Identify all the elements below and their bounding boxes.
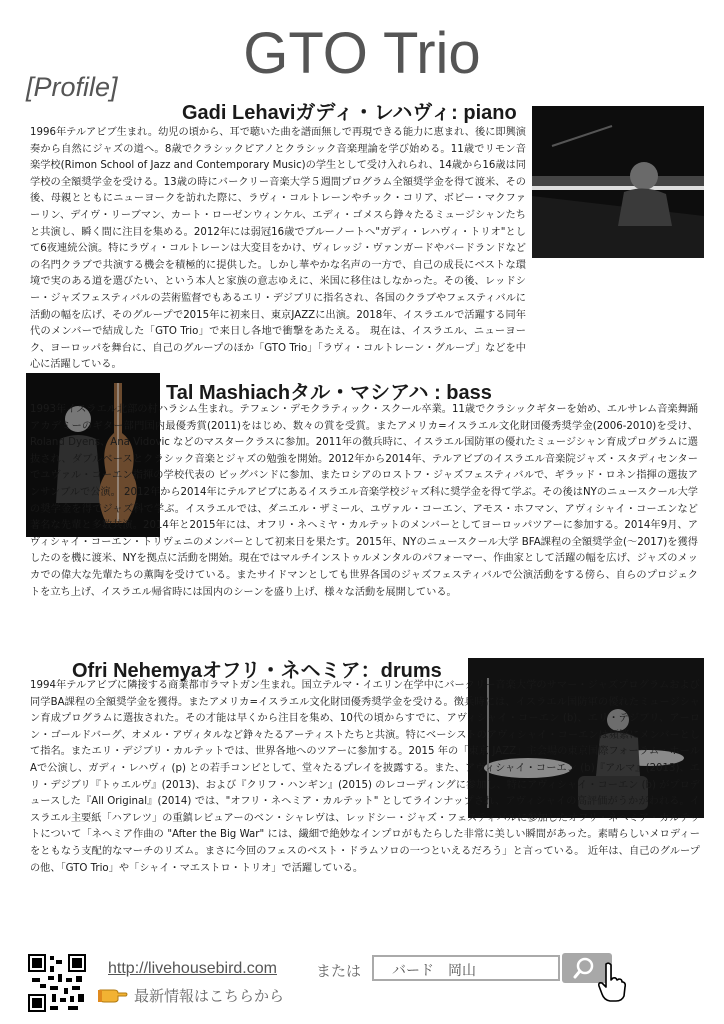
member-heading-tal: Tal Mashiachタル・マシアハ : bass (166, 382, 492, 404)
latest-info-label: 最新情報はこちらから (134, 987, 285, 1005)
profile-tag: [Profile] (26, 72, 118, 102)
or-label: または (316, 962, 362, 980)
qr-code-icon[interactable] (28, 954, 86, 1012)
website-link[interactable]: http://livehousebird.com (108, 960, 277, 977)
member-heading-gadi: Gadi Lehaviガディ・レハヴィ: piano (182, 102, 517, 124)
member-bio-tal: 1993年イスラエル北部の村ハラシム生まれ。テフェン・デモクラティック・スクール卒業。11歳でクラシックギターを始め、エルサレム音楽舞踊アカデミーのギター部門国内最優秀賞(2011)をはじめ、数々の賞を受賞。またアメリカ=イスラエル文化財団優秀奨学金(2006-2010)を受け、Roland Dyens、Ana Vidovic などのマスタークラスに参加。2011年の徴兵時に、イスラエル国防軍の優れたミュージシャン育成プログラムに選抜され、ダブルベースとクラシック音楽とジャズの勉強を開始。2012年から2014年、テルアビブのイスラエル音楽院ジャズ・スタディセンターでユヴァル・コーエン指揮の学校代表の ビッグバンドに参加、またロシアのロストフ・ジャズフェスティバルで、ギラッド・ロネン指揮の選抜アンサンブルで公演。 2012年から2014年にテルアビブにあるイスラエル音楽学校ジャズ科に奨学金を得て学ぶ。その後はNYのニュースクール大学の奨学金を得てジャズ科で学ぶ。イスラエルでは、ダニエル・ザミール、ユヴァル・コーエン、アモス・ホフマン、アヴィシャイ・コーエンなど著名な先輩と多数共演。2014年と2015年には、オフリ・ネヘミヤ・カルテットのメンバーとしてヨーロッパツアーに参加する。2014年9月、アヴィシャイ・コーエン・トリヴェニのメンバーとして初来日を果たす。2015年、NYのニュースクール大学 BFA課程の全額奨学金(〜2017)を獲得したのを機に渡米、NYを拠点に活動を開始。現在ではマルチインストゥルメンタルのパフォーマー、作曲家として活躍の幅を広げ、ジャズのメッカでの偉大な先輩たちの薫陶を受けている。またサイドマンとしても世界各国のジャズフェスティバルで公演活動をする傍ら、自らのプロジェクトを立ち上げ、イスラエル帰省時には国内のシーンを盛り上げ、様々な活動を展開している。 (30, 404, 698, 598)
member-bio-ofri: 1994年テルアビブに隣接する商業都市ラマトガン生まれ。国立テルマ・イエリン在学中にバークリー音楽大学のサマー・ジャズプログラムおよび同学BA課程の全額奨学金を獲得。またアメリカ=イスラエル文化財団優秀奨学金を受ける。徴兵時には、イスラエル国防軍の優れたミュージシャン育成プログラムに選抜された。その才能は早くから注目を集め、10代の頃からすでに、アヴィシャイ・コーエン (b)、エリ・デジブリ、アーロン・ゴールドバーグ、オメル・アヴィタルなど錚々たるアーティストたちと共演。特にベーシストのアヴィシャイ・コーエンは頻繁にメンバーとして指名。またエリ・デジブリ・カルテットでは、世界各地へのツアーに参加する。2015 年の「東京 JAZZ」主会場の東京国際フォーラム・ホールAで公演し、ガディ・レハヴィ (p) との若手コンビとして、堂々たるプレイを披露する。また、アヴィシャイ・コーエン (b)『アルマ』(2013)、エリ・デジブリ『トゥエルヴ』(2013)、および『クリフ・ハンギン』(2015) のレコーディングに参加し、特にアヴィシャイ・コーエン (b) がプロデュースした『All Original』(2014) では、"オフリ・ネヘミア・カルテット" としてラインナップされ、アヴィシャイの高評価がうかがわれる。イスラエル主要紙「ハアレツ」の重鎮レビュアーのベン・シャレヴは、レッドシー・ジャズ・フェスティバルに参加したオフリ・ネヘミア・カルテットについて「ネヘミア作曲の "After the Big War" には、繊細で絶妙なインプロがもたらした非常に美しい瞬間があった。素晴らしいメロディーをともなう支配的なマーチのリズム。まさに今回のフェスのベスト・ドラムソロの一つといえるだろう」と言っている。 近年は、自己のグループの他、「GTO Trio」や「シャイ・マエストロ・トリオ」で活躍している。 (30, 680, 700, 874)
search-input[interactable]: バード 岡山 (372, 955, 560, 981)
page-title: GTO Trio (243, 21, 481, 86)
member-heading-ofri: Ofri Nehemyaオフリ・ネヘミア：drums (72, 660, 442, 682)
member-bio-gadi: 1996年テルアビブ生まれ。幼児の頃から、耳で聴いた曲を譜面無しで再現できる能力に恵まれ、後に即興演奏から自然にジャズの道へ。8歳でクラシックピアノとクラシック音楽理論を学び始める。11歳でリモン音楽学校(Rimon School of Jazz and Contemporary Music)の学生として受け入れられ、14歳から16歳は同学校の全額奨学金を受ける。13歳の時にバークリー音楽大学５週間プログラム全額奨学金を得て渡米、その後、母親とともにニューヨークを訪れた際に、ラヴィ・コルトレーンやチック・コリア、ボビー・マクファーリン、デイヴ・リーブマン、カート・ローゼンウィンケル、エディ・ゴメスら錚々たるミュージシャンたちと共演し、瞬く間に注目を集める。2012年には弱冠16歳でブルーノートへ"ガディ・レハヴィ・トリオ"として6夜連続公演。特にラヴィ・コルトレーンは大変目をかけ、ヴィレッジ・ヴァンガードやバードランドなどの名門クラブで共演する機会を積極的に提供した。しかし華やかな名声の一方で、自己の成長にベストな環境で実のある道を選びたい、という本人と家族の意志ゆえに、米国に移住はしなかった。その後、レッドシー・ジャズフェスティバルの芸術監督でもあるエリ・デジブリに指名され、各国のクラブやフェスティバルに活動の幅を広げ、そのグループで2015年に初来日、東京JAZZに出演。2018年、イスラエルで活躍する同年代のメンバーで結成した「GTO Trio」で来日し各地で衝撃をあたえる。 現在は、イスラエル、ニューヨーク、ヨーロッパを舞台に、自己のグループのほか「GTO Trio」「ラヴィ・コルトレーン・グループ」などを中心に活躍している。 (30, 127, 526, 371)
pointing-hand-icon (98, 984, 128, 1004)
photo-gadi-piano (532, 106, 704, 258)
cursor-hand-icon (598, 962, 626, 1002)
